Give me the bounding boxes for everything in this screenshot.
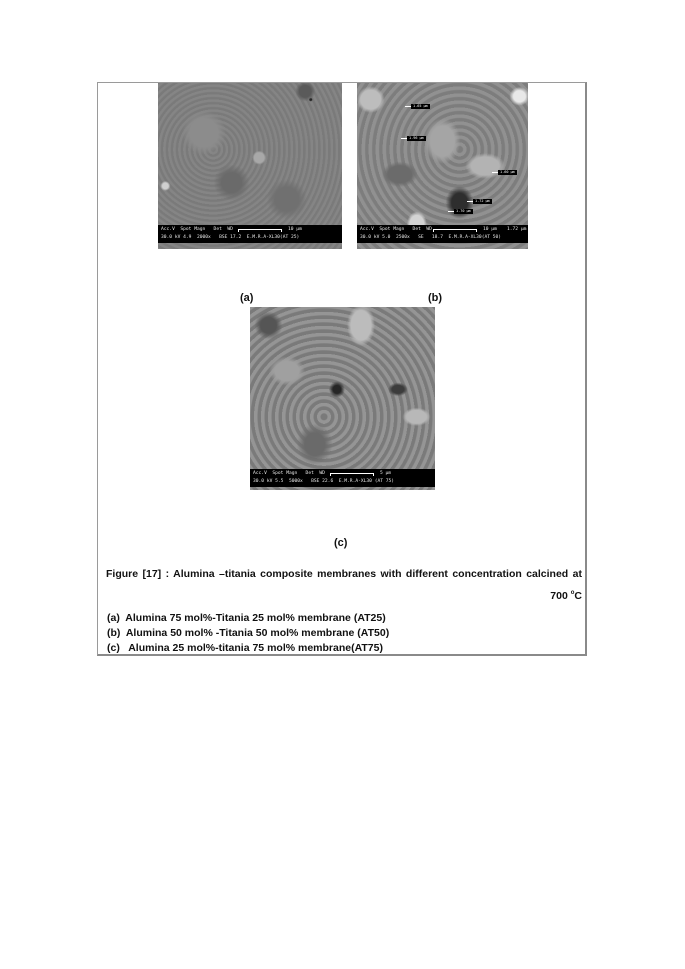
sem-databar-c (250, 469, 435, 487)
scale-bar (330, 473, 374, 476)
sem-image-a (158, 83, 342, 249)
caption-line2: at 700 (550, 568, 582, 602)
sem-image-b (357, 83, 528, 249)
size-annotation: 1.60 µm (500, 170, 515, 174)
sem-databar-a (158, 225, 342, 243)
degree-symbol: o (570, 590, 575, 596)
figure-number: Figure [17] (106, 568, 162, 580)
databar-line1: Acc.V Spot Magn Det WD (253, 471, 325, 476)
legend-item-c: (c) Alumina 25 mol%-titania 75 mol% membrane(AT75) (107, 642, 383, 654)
size-annotation: 1.72 µm (475, 199, 490, 203)
size-annotation: 1.70 µm (456, 209, 471, 213)
databar-line2: 30.0 kV 5.5 5000x BSE 22.6 E.M.R.A-XL30 (AT 75) (253, 479, 395, 484)
panel-label-a: (a) (240, 292, 254, 304)
caption-text: : Alumina –titania composite membranes with different concentration calcined (161, 568, 569, 580)
extra-annotation: 1.72 µm (507, 227, 527, 232)
databar-line1: Acc.V Spot Magn Det WD (161, 227, 233, 232)
figure-legend (107, 611, 389, 656)
legend-item-a: (a) Alumina 75 mol%-Titania 25 mol% membrane (AT25) (107, 612, 386, 624)
size-annotation: 1.96 µm (409, 136, 424, 140)
databar-line2: 30.0 kV 4.9 2000x BSE 17.2 E.M.R.A-XL30(AT 25) (161, 235, 300, 240)
sem-image-c (250, 307, 435, 490)
scale-label: 5 µm (380, 471, 392, 476)
sem-databar-b (357, 225, 528, 243)
databar-line1: Acc.V Spot Magn Det WD (360, 227, 432, 232)
legend-item-b: (b) Alumina 50 mol% -Titania 50 mol% membrane (AT50) (107, 627, 390, 639)
figure-caption (106, 565, 582, 606)
scale-bar (433, 229, 477, 232)
panel-label-c: (c) (334, 537, 348, 549)
panel-label-b: (b) (428, 292, 443, 304)
scale-bar (238, 229, 282, 232)
scale-label: 10 µm (483, 227, 497, 232)
size-annotation: 1.65 µm (413, 104, 428, 108)
scale-label: 10 µm (288, 227, 302, 232)
caption-unit: C (574, 590, 582, 602)
databar-line2: 30.0 kV 5.0 2500x SE 18.7 E.M.R.A-XL30(AT 50) (360, 235, 502, 240)
